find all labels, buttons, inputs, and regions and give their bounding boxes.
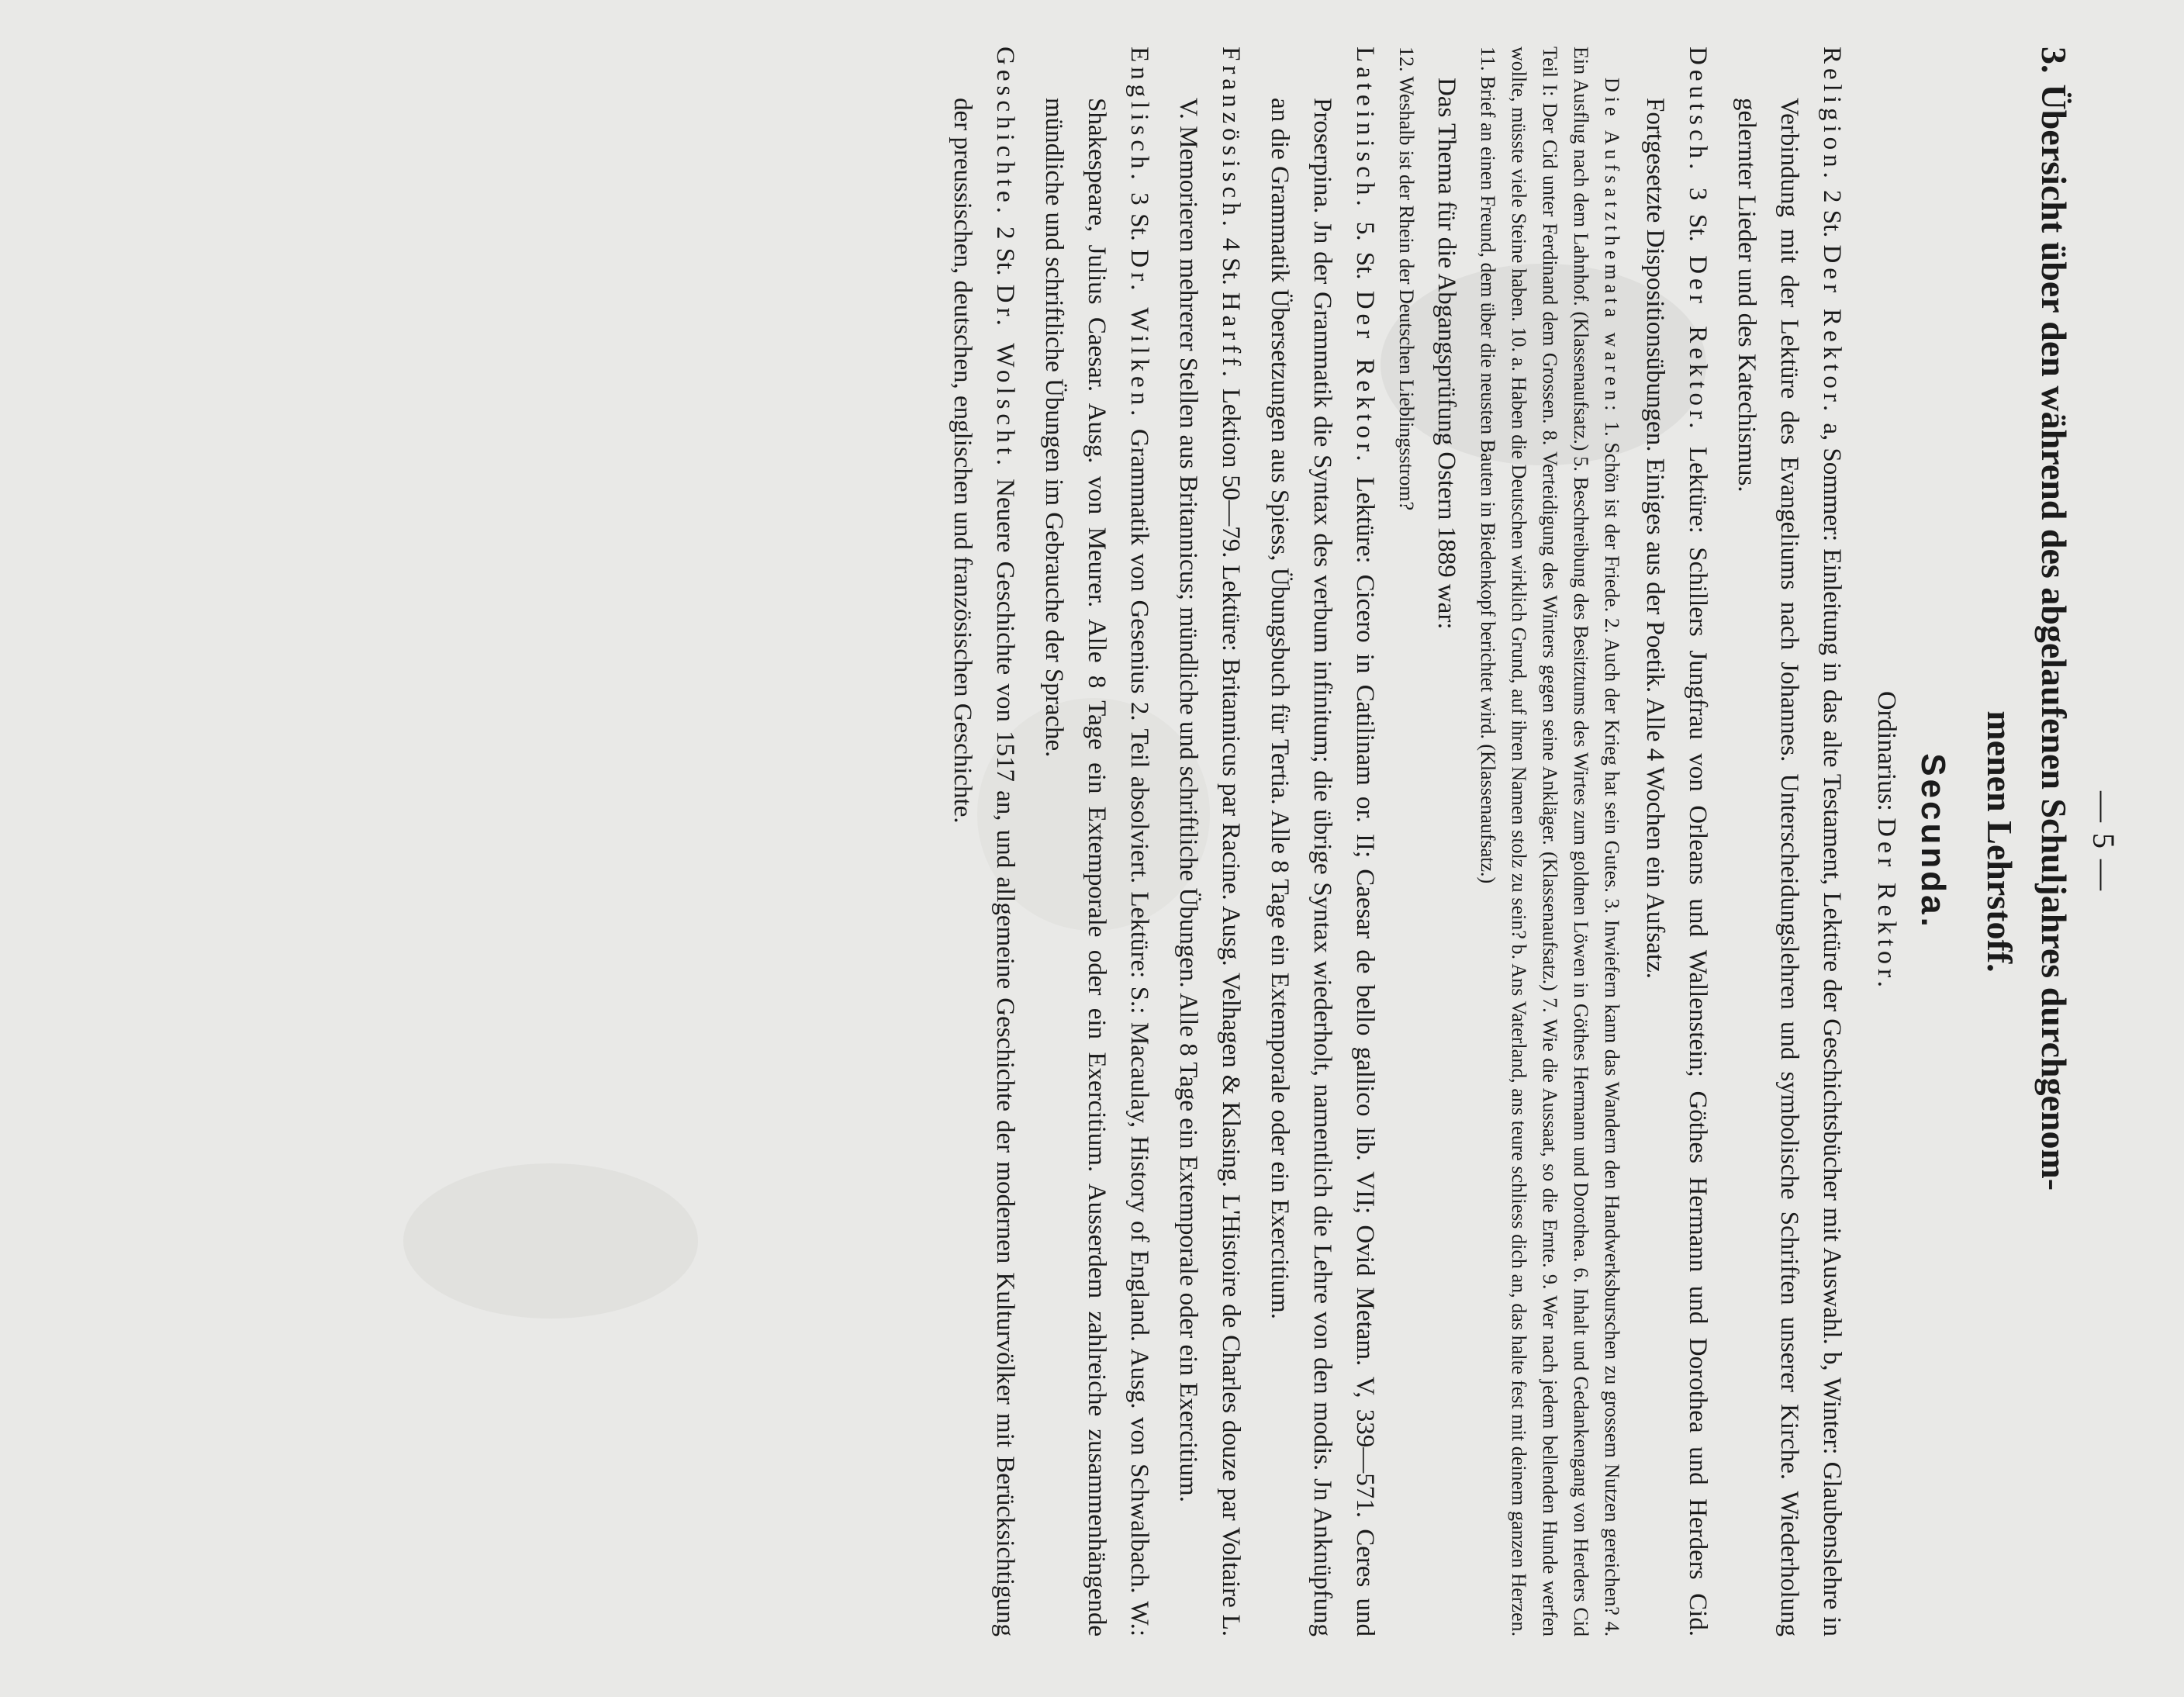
subject-text: Neuere Geschichte von 1517 an, und allgemeine Geschichte der modernen Kulturvölker mit Berücksichtigung der preussischen, deutschen, englischen und französischen Geschichte. xyxy=(949,98,1019,1637)
subject-hours: 4 St. xyxy=(1217,237,1245,285)
subject-teacher: Dr. Wolscht. xyxy=(991,284,1019,470)
aufsatz-themes xyxy=(1472,47,1627,1637)
subject-teacher: Der Rektor. xyxy=(1684,255,1712,434)
subject-text: Lektüre: Schillers Jungfrau von Orleans und Wallenstein; Göthes Hermann und Dorothea und Herders Cid. Fortgesetzte Dispositionsübungen. Einiges aus der Poetik. Alle 4 Wochen ein Aufsatz. xyxy=(1641,98,1712,1637)
subject-name: Englisch. xyxy=(1125,47,1153,185)
subject-teacher: Harff. xyxy=(1217,292,1245,382)
subject-englisch xyxy=(1032,47,1160,1637)
aufsatz-list: 1. Schön ist der Friede. 2. Auch der Krieg hat sein Gutes. 3. Inwiefern kann das Wandern den Handwerksburschen zu grossem Nutzen gereichen? 4. Ein Ausflug nach dem Lahnhof. (Klassenaufsatz.) 5. Beschreibung des Besitztums des Wirtes zum goldnen Löwen in Göthes Hermann und Dorothea. 6. Inhalt und Gedankengang von Herders Cid Teil I: Der Cid unter Ferdinand dem Grossen. 8. Verteidigung des Winters gegen seine Ankläger. (Klassenaufsatz.) 7. Wie die Aussaat, so die Ernte. 9. Wer nach jedem bellenden Hunde werfen wollte, müsste viele Steine haben. 10. a. Haben die Deutschen wirklich Grund, auf ihren Namen stolz zu sein? b. Ans Vaterland, ans teure schliess dich an, das halte fest mit deinem ganzen Herzen. 11. Brief an einen Freund, dem über die neusten Bauten in Biedenkopf berichtet wird. (Klassenaufsatz.) xyxy=(1477,47,1623,1637)
section-heading xyxy=(1972,47,2081,1637)
subject-name: Französisch. xyxy=(1217,47,1245,231)
subject-hours: 5. St. xyxy=(1351,221,1379,280)
subject-deutsch xyxy=(1633,47,1719,1637)
subject-hours: 3 St. xyxy=(1125,192,1153,241)
heading-line-1: Übersicht über den während des abgelaufenen Schuljahres durchgenom- xyxy=(2034,84,2074,1191)
subject-franzoesisch xyxy=(1166,47,1252,1637)
ordinarius-line xyxy=(1871,47,1901,1637)
subject-name: Religion. xyxy=(1818,47,1846,183)
subject-text: Lektüre: Cicero in Catilinam or. II; Caesar de bello gallico lib. VII; Ovid Metam. V, 339—571. Ceres und Proserpina. Jn der Grammatik die Syntax des verbum infinitum; die übrige Syntax wiederholt, namentlich die Lehre von den modis. Jn Anknüpfung an die Grammatik Übersetzungen aus Spiess, Übungsbuch für Tertia. Alle 8 Tage ein Extemporale oder ein Exercitium. xyxy=(1266,98,1379,1637)
document-body xyxy=(935,47,2122,1637)
class-title: Secunda. xyxy=(1914,753,1952,930)
subject-text: Grammatik von Gesenius 2. Teil absolviert. Lektüre: S.: Macaulay, History of England. Ausg. von Schwalbach. W.: Shakespeare, Julius Caesar. Ausg. von Meurer. Alle 8 Tage ein Extemporale oder ein Exercitium. Ausserdem zahlreiche zusammenhängende mündliche und schriftliche Übungen im Gebrauche der Sprache. xyxy=(1040,98,1153,1637)
ordinarius-name: Der Rektor. xyxy=(1872,817,1901,992)
subject-religion xyxy=(1725,47,1853,1637)
subject-name: Deutsch. xyxy=(1684,47,1712,175)
exam-theme: Das Thema für die Abgangsprüfung Ostern 1889 war: xyxy=(1432,78,1460,630)
subject-name: Lateinisch. xyxy=(1351,47,1379,211)
page-number: — 5 — xyxy=(2086,791,2121,892)
subject-text: Lektion 50—79. Lektüre: Britannicus par Racine. Ausg. Velhagen & Klasing. L'Histoire de Charles douze par Voltaire L. V. Memorieren mehrerer Stellen aus Britannicus; mündliche und schriftliche Übungen. Alle 8 Tage ein Extemporale oder ein Exercitium. xyxy=(1174,98,1245,1637)
subject-hours: 3 St. xyxy=(1684,187,1712,242)
subject-name: Geschichte. xyxy=(991,47,1019,218)
subject-teacher: Der Rektor. xyxy=(1351,290,1379,466)
subject-hours: 2 St. xyxy=(991,226,1019,276)
heading-line-2: menen Lehrstoff. xyxy=(1980,710,2020,973)
subject-hours: 2 St. xyxy=(1818,190,1846,238)
subject-geschichte xyxy=(941,47,1026,1637)
subject-text: a, Sommer: Einleitung in das alte Testament, Lektüre der Geschichtsbücher mit Auswahl. b, Winter: Glaubenslehre in Verbindung mit der Lektüre des Evangeliums nach Johannes. Unterscheidungslehren und symbolische Schriften unserer Kirche. Wiederholung gelernter Lieder und des Katechismus. xyxy=(1733,98,1846,1637)
section-number: 3. xyxy=(2034,47,2074,74)
subject-teacher: Der Rektor. xyxy=(1818,244,1846,416)
subject-lateinisch xyxy=(1258,47,1386,1637)
subject-teacher: Dr. Wilken. xyxy=(1125,249,1153,421)
aufsatz-label: Die Aufsatzthemata waren: xyxy=(1601,78,1623,416)
exam-theme-question: 12. Weshalb ist der Rhein der Deutschen Lieblingsstrom? xyxy=(1395,47,1418,511)
ordinarius-label: Ordinarius: xyxy=(1872,691,1901,811)
